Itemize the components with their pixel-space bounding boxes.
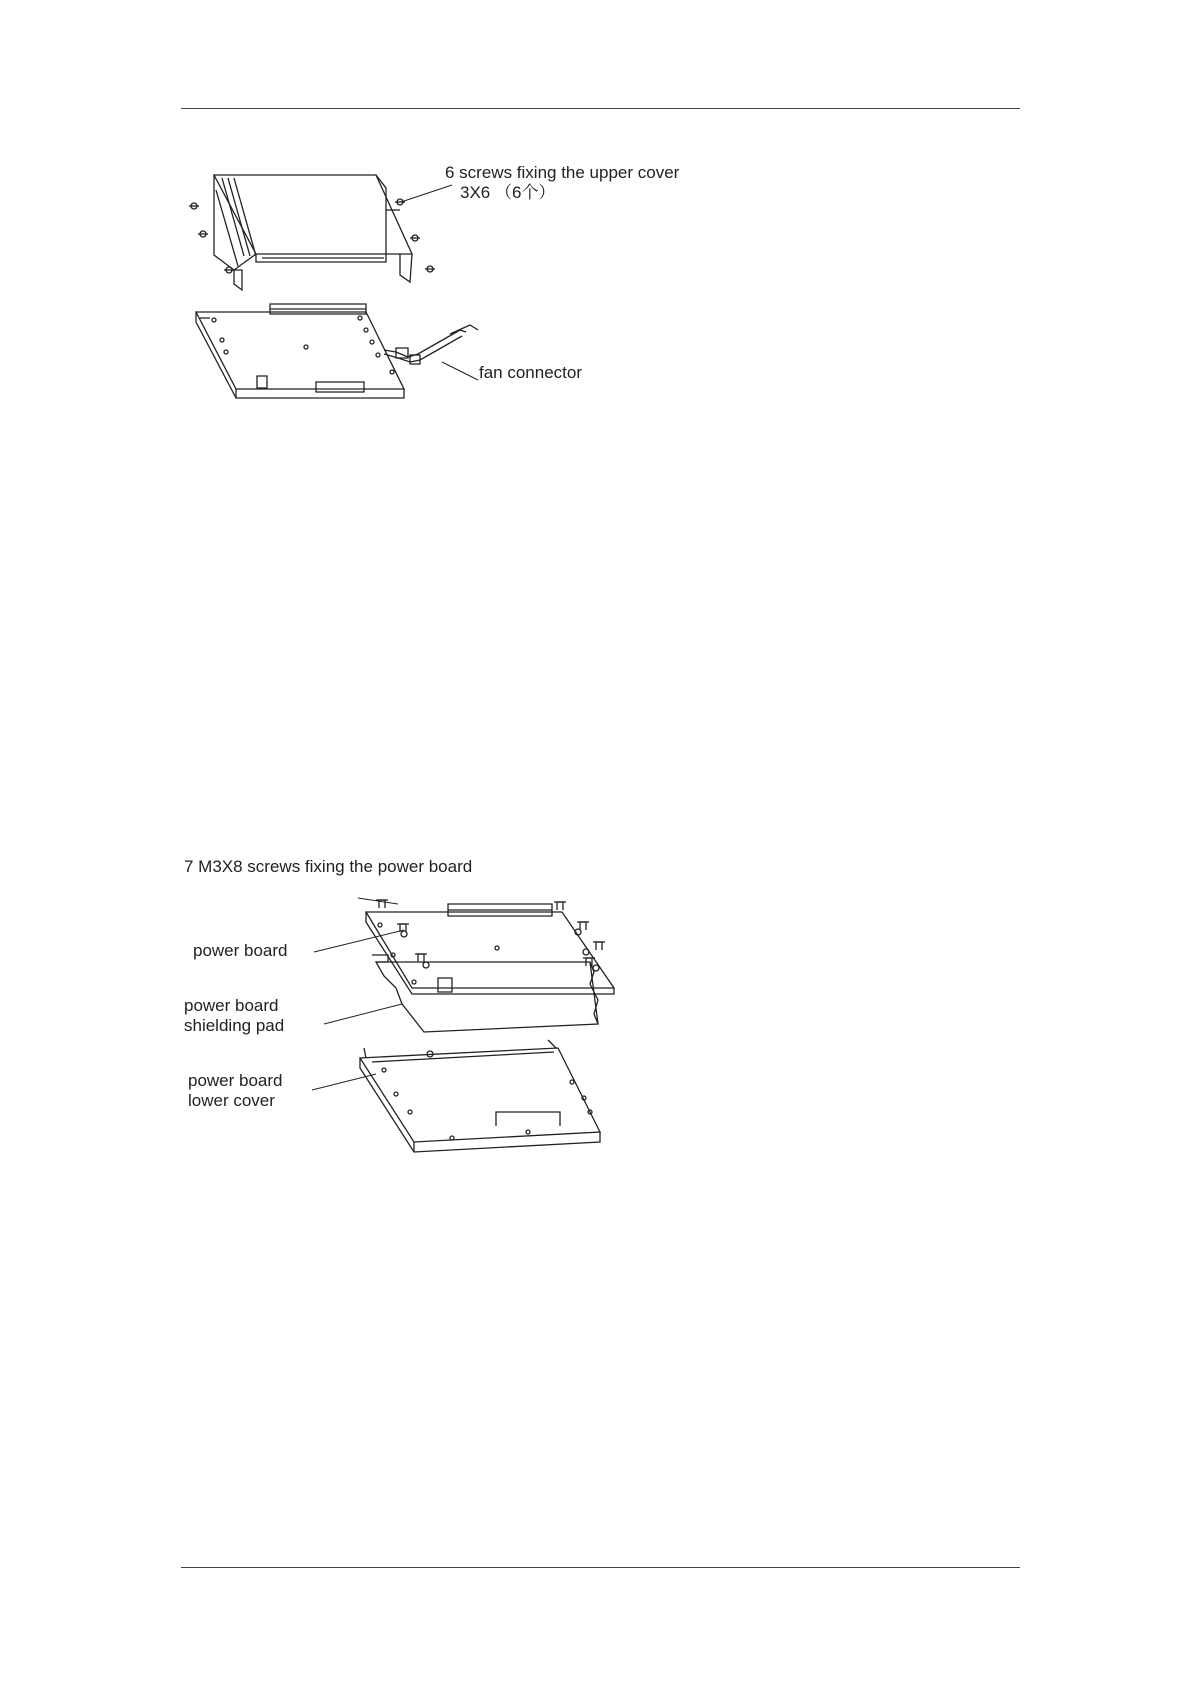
shielding-pad-callout-line2: shielding pad [184,1016,285,1035]
shielding-pad-part [376,962,598,1032]
fan-connector-callout-text: fan connector [479,363,583,382]
power-board-part [366,904,614,994]
power-board-callout-text: power board [193,941,288,960]
shielding-pad-callout-line1: power board [184,996,279,1015]
lower-cover-callout-line2: lower cover [188,1091,275,1110]
lower-cover-part [360,1040,600,1152]
screw-spec-callout-text: 3X6 （6个） [460,183,556,202]
lower-cover-callout-line1: power board [188,1071,283,1090]
power-board-screws-callout-text: 7 M3X8 screws fixing the power board [184,857,473,876]
screws-callout-text: 6 screws fixing the upper cover [445,163,680,182]
footer-rule [181,1567,1020,1568]
